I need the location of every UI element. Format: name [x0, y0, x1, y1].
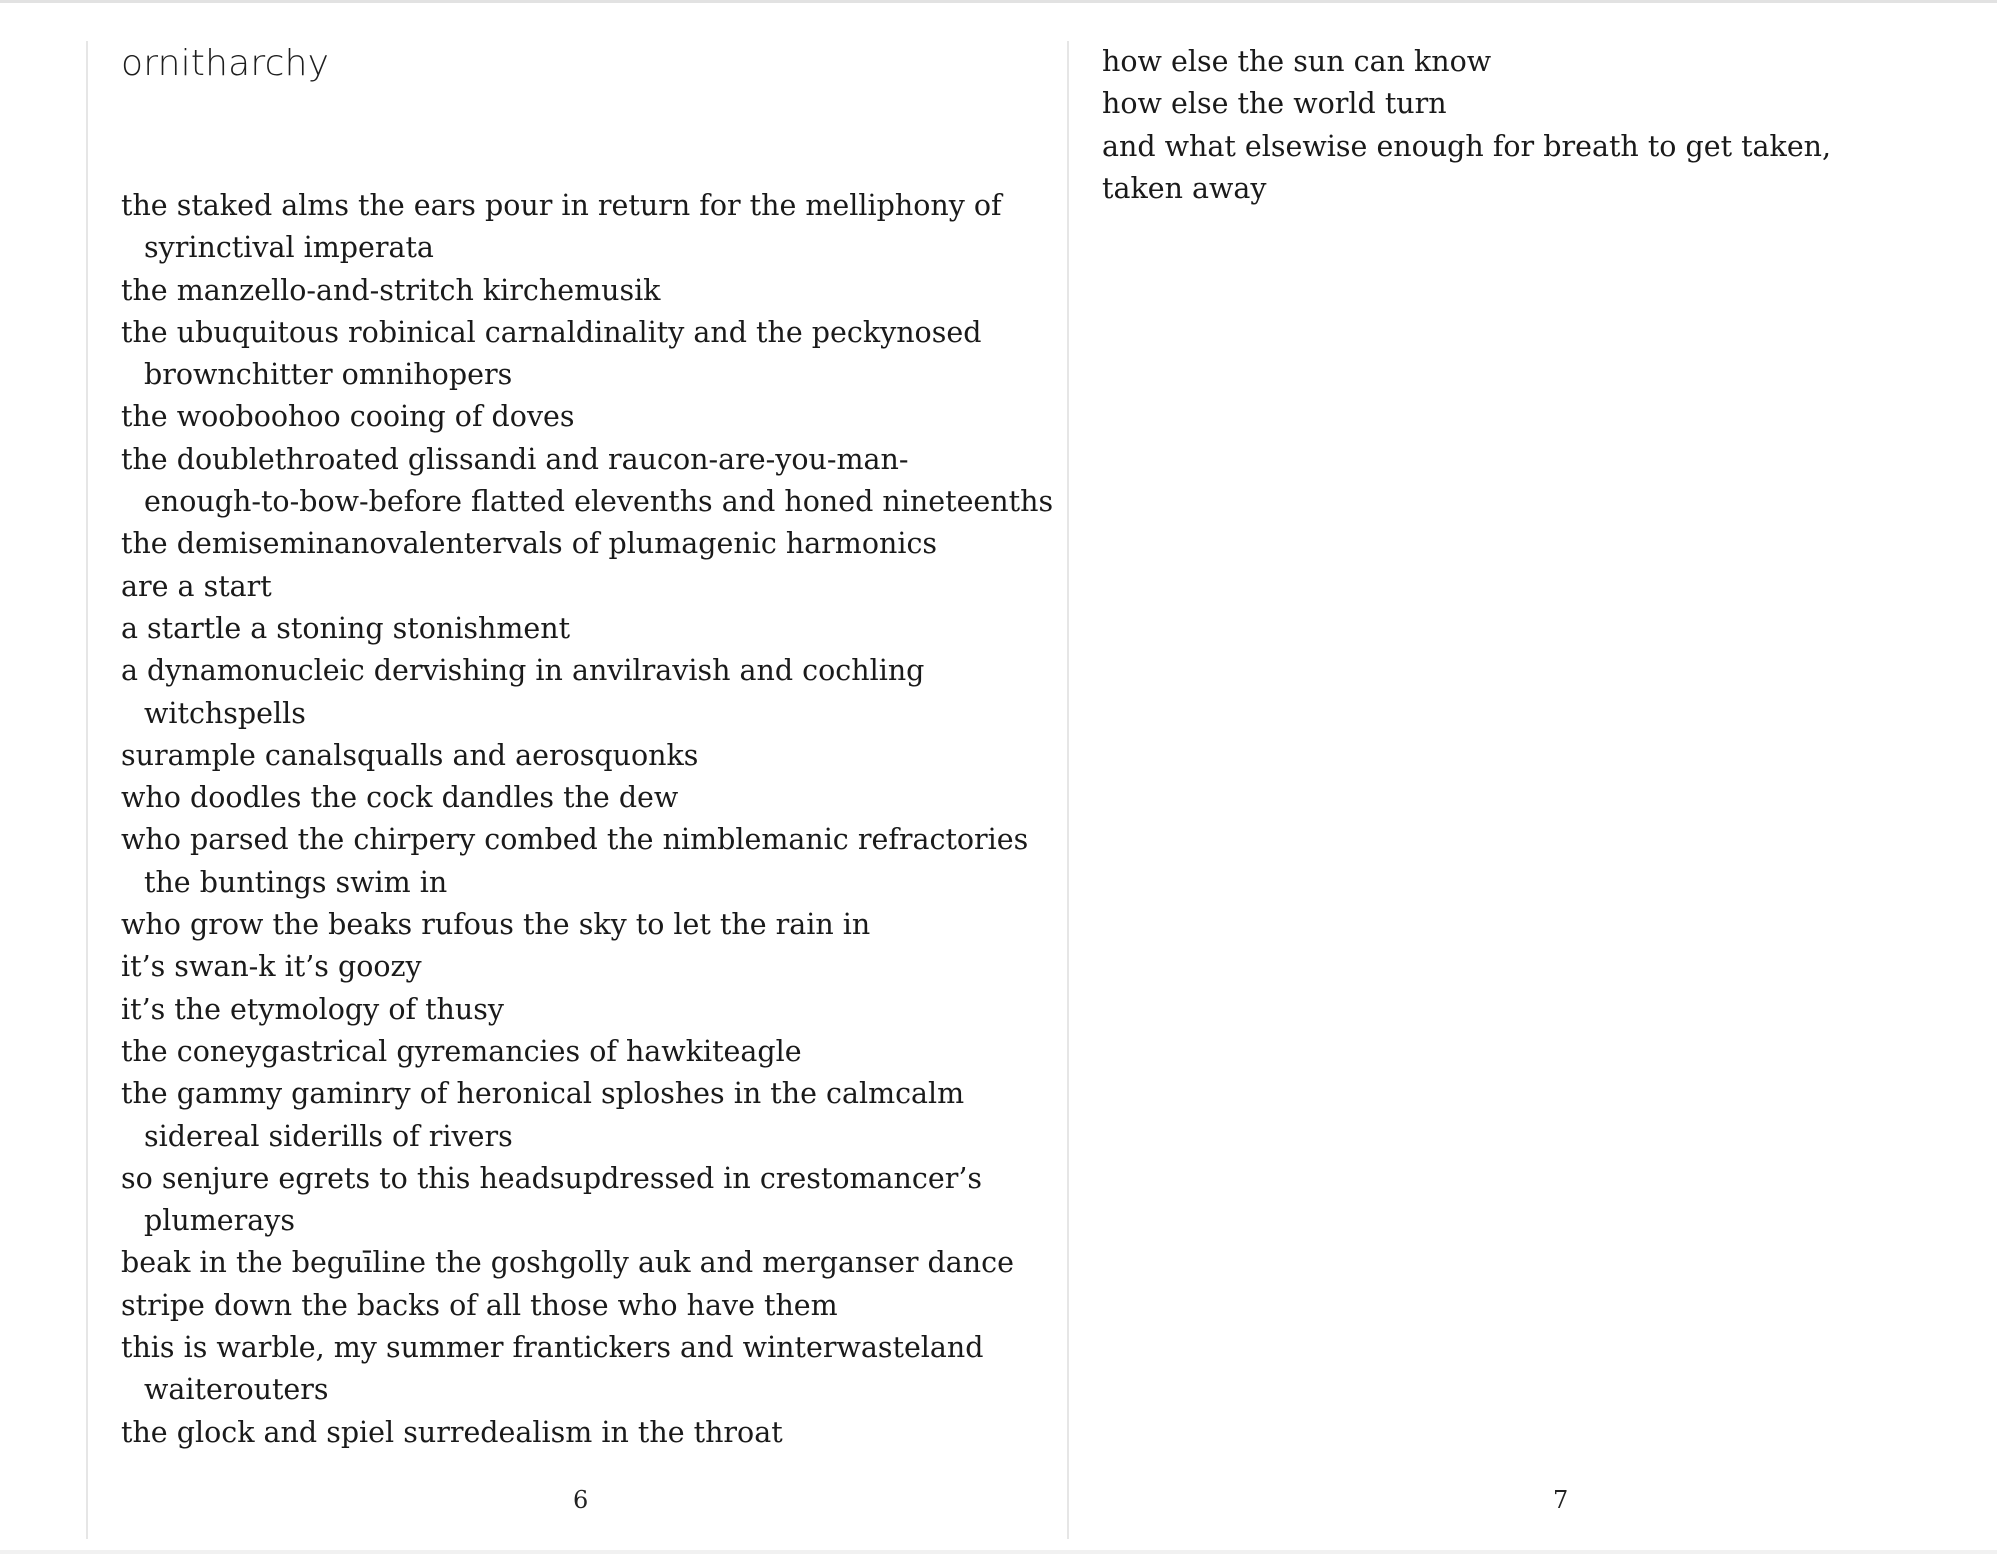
poem-line: so senjure egrets to this headsupdressed in crestomancer’s: [121, 1161, 983, 1195]
poem-line: the manzello-and-stritch kirchemusik: [121, 273, 661, 307]
poem-line: the coneygastrical gyremancies of hawkiteagle: [121, 1034, 802, 1068]
right-poem-body: [1102, 41, 1831, 210]
poem-line: sidereal siderills of rivers: [144, 1119, 513, 1153]
poem-line: the buntings swim in: [144, 865, 448, 899]
poem-line: the doublethroated glissandi and raucon-are-you-man-: [121, 442, 909, 476]
poem-line: a dynamonucleic dervishing in anvilravish and cochling: [121, 654, 925, 688]
right-page: [1067, 41, 1997, 1539]
poem-line: this is warble, my summer frantickers and winterwasteland: [121, 1331, 984, 1365]
poem-line: stripe down the backs of all those who have them: [121, 1288, 838, 1322]
poem-line: it’s the etymology of thusy: [121, 992, 504, 1026]
poem-line: surample canalsqualls and aerosquonks: [121, 738, 699, 772]
poem-line: a startle a stoning stonishment: [121, 611, 571, 645]
page-number-left: 6: [573, 1486, 589, 1514]
poem-line: the gammy gaminry of heronical sploshes in the calmcalm: [121, 1077, 965, 1111]
poem-line: how else the world turn: [1102, 87, 1447, 121]
poem-line: plumerays: [144, 1204, 295, 1238]
poem-line: who parsed the chirpery combed the nimblemanic refractories: [121, 823, 1029, 857]
poem-line: are a start: [121, 569, 272, 603]
book-spread: [0, 3, 1997, 1550]
poem-line: syrinctival imperata: [144, 231, 434, 265]
poem-line: waiterouters: [144, 1373, 329, 1407]
poem-line: who doodles the cock dandles the dew: [121, 781, 679, 815]
poem-line: how else the sun can know: [1102, 45, 1492, 78]
left-page: [86, 41, 1068, 1539]
poem-line: enough-to-bow-before flatted elevenths and honed nineteenths: [144, 485, 1054, 519]
poem-line: the ubuquitous robinical carnaldinality and the peckynosed: [121, 315, 982, 349]
poem-line: taken away: [1102, 171, 1267, 205]
poem-line: and what elsewise enough for breath to get taken,: [1102, 129, 1832, 163]
left-poem-body: [121, 185, 1053, 1454]
poem-line: the wooboohoo cooing of doves: [121, 400, 575, 434]
page-number-right: 7: [1553, 1486, 1569, 1514]
poem-line: beak in the beguīline the goshgolly auk and merganser dance: [121, 1246, 1014, 1280]
poem-line: the demiseminanovalentervals of plumagenic harmonics: [121, 527, 938, 561]
poem-line: brownchitter omnihopers: [144, 358, 513, 392]
poem-line: the glock and spiel surredealism in the throat: [121, 1415, 783, 1449]
poem-line: it’s swan-k it’s goozy: [121, 950, 422, 984]
poem-title: ornitharchy: [121, 43, 330, 84]
poem-line: who grow the beaks rufous the sky to let the rain in: [121, 908, 871, 942]
poem-line: witchspells: [144, 696, 306, 730]
poem-line: the staked alms the ears pour in return for the melliphony of: [121, 189, 1002, 222]
